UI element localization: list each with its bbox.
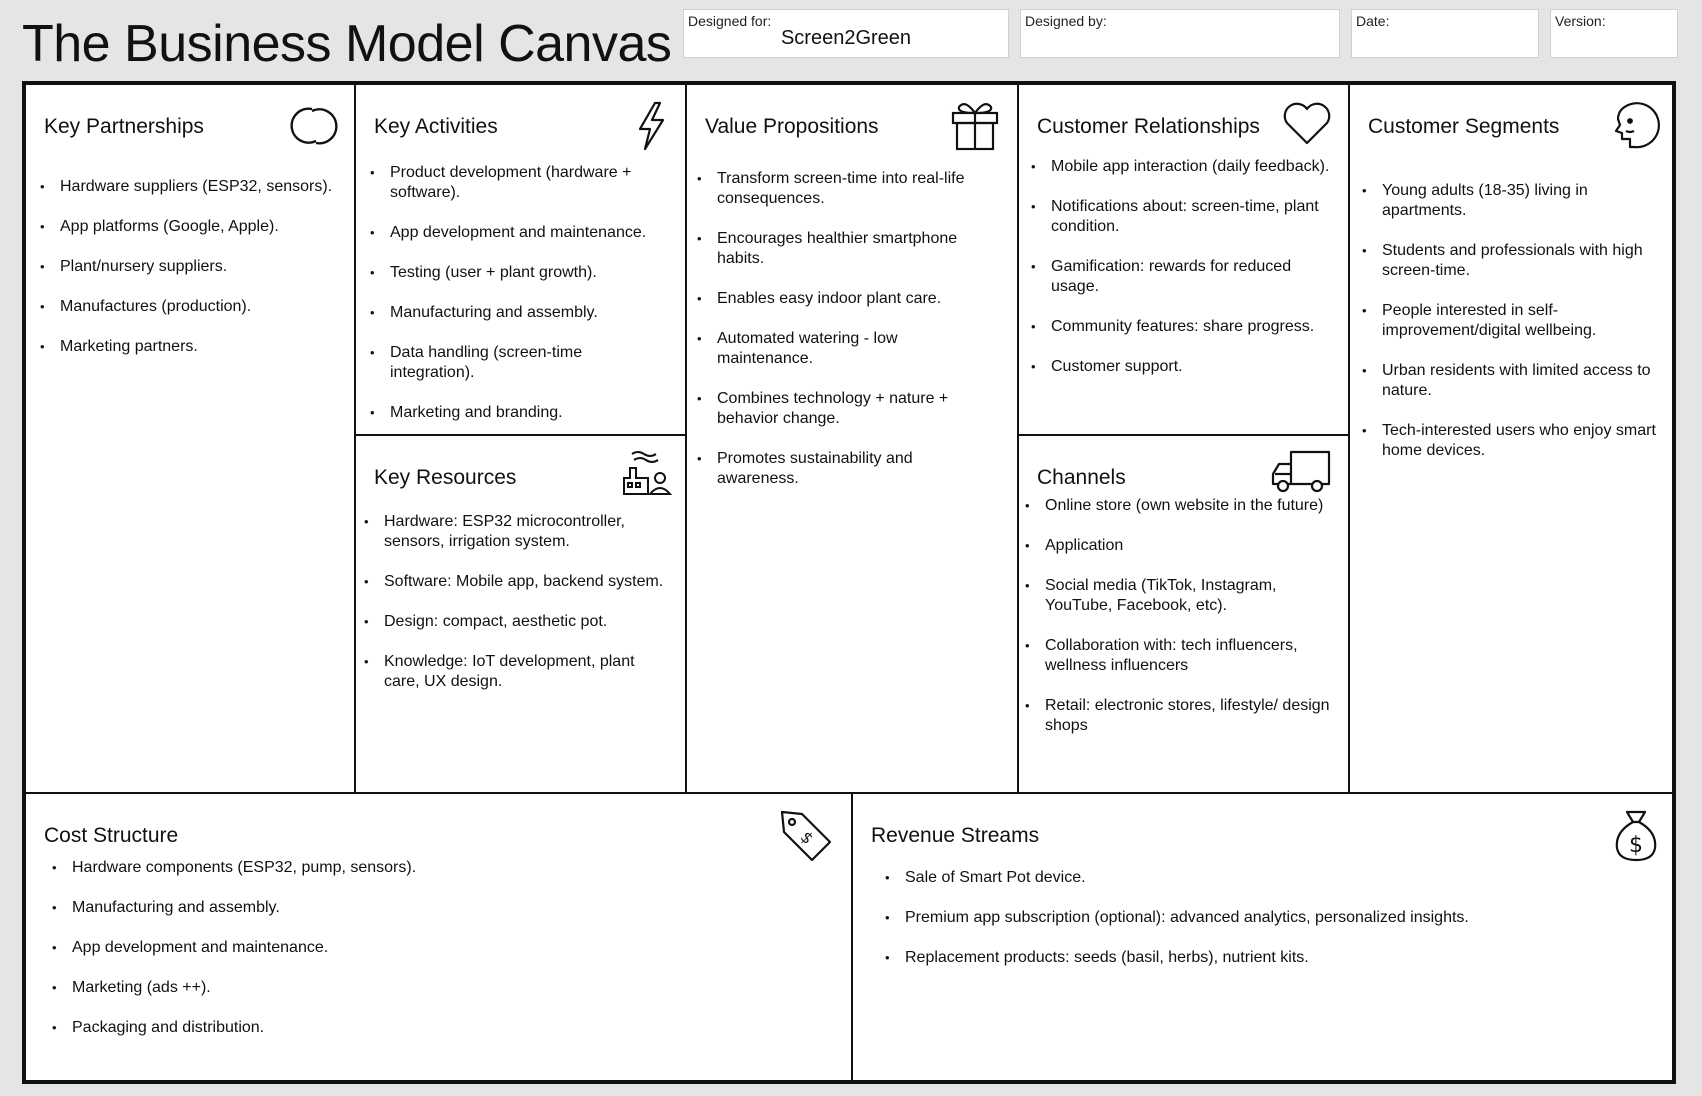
revenue-streams-block (851, 792, 1672, 1080)
price-tag-icon (778, 808, 834, 862)
list-item: • Testing (user + plant growth). (370, 263, 670, 283)
revenue-streams-title: Revenue Streams (871, 824, 1040, 847)
value-propositions-title: Value Propositions (705, 115, 879, 138)
cost-structure-list (52, 858, 652, 1058)
list-item: • Plant/nursery suppliers. (40, 257, 350, 277)
face-icon (1608, 99, 1662, 151)
list-item: • Customer support. (1031, 357, 1331, 377)
cost-structure-block (26, 792, 851, 1080)
channels-title: Channels (1037, 466, 1126, 489)
customer-segments-title: Customer Segments (1368, 115, 1560, 138)
list-item: • Software: Mobile app, backend system. (364, 572, 674, 592)
customer-relationships-title: Customer Relationships (1037, 115, 1260, 138)
lightning-icon (636, 101, 666, 151)
list-item: • Collaboration with: tech influencers, wellness influencers (1025, 636, 1330, 676)
list-item: • Product development (hardware + software). (370, 163, 670, 203)
cost-structure-title: Cost Structure (44, 824, 179, 847)
list-item: • Hardware: ESP32 microcontroller, sensors, irrigation system. (364, 512, 674, 552)
customer-segments-block (1348, 85, 1672, 792)
version-field[interactable] (1550, 9, 1678, 58)
list-item: • Community features: share progress. (1031, 317, 1331, 337)
list-item: • App platforms (Google, Apple). (40, 217, 350, 237)
page-title: The Business Model Canvas (22, 15, 672, 73)
date-field[interactable] (1351, 9, 1539, 58)
list-item: • Marketing and branding. (370, 403, 670, 423)
list-item: • Application (1025, 536, 1330, 556)
list-item: • Design: compact, aesthetic pot. (364, 612, 674, 632)
list-item: • App development and maintenance. (52, 938, 652, 958)
list-item: • Retail: electronic stores, lifestyle/ design shops (1025, 696, 1330, 736)
list-item: • Replacement products: seeds (basil, herbs), nutrient kits. (885, 948, 1645, 968)
designed-for-label: Designed for: (688, 13, 772, 29)
list-item: • Data handling (screen-time integration). (370, 343, 670, 383)
key-resources-title: Key Resources (374, 466, 517, 489)
value-propositions-block (685, 85, 1017, 792)
list-item: • Transform screen-time into real-life consequences. (697, 169, 997, 209)
list-item: • Social media (TikTok, Instagram, YouTube, Facebook, etc). (1025, 576, 1330, 616)
list-item: • Manufactures (production). (40, 297, 350, 317)
key-partnerships-title: Key Partnerships (44, 115, 204, 138)
list-item: • Mobile app interaction (daily feedback). (1031, 157, 1331, 177)
key-activities-block (354, 85, 685, 434)
channels-block (1017, 434, 1348, 792)
customer-segments-list (1362, 181, 1662, 481)
list-item: • Tech-interested users who enjoy smart home devices. (1362, 421, 1662, 461)
customer-relationships-list (1031, 157, 1331, 397)
list-item: • Enables easy indoor plant care. (697, 289, 997, 309)
list-item: • Packaging and distribution. (52, 1018, 652, 1038)
key-resources-block (354, 434, 685, 792)
list-item: • Urban residents with limited access to nature. (1362, 361, 1662, 401)
list-item: • Young adults (18-35) living in apartments. (1362, 181, 1662, 221)
svg-text:$: $ (796, 827, 818, 849)
list-item: • App development and maintenance. (370, 223, 670, 243)
list-item: • Encourages healthier smartphone habits. (697, 229, 997, 269)
value-propositions-list (697, 169, 997, 509)
list-item: • Promotes sustainability and awareness. (697, 449, 997, 489)
list-item: • Gamification: rewards for reduced usage. (1031, 257, 1331, 297)
designed-by-field[interactable] (1020, 9, 1340, 58)
key-activities-list (370, 163, 670, 443)
gift-icon (949, 97, 1001, 151)
designed-by-label: Designed by: (1025, 13, 1107, 29)
list-item: • Sale of Smart Pot device. (885, 868, 1645, 888)
customer-relationships-block (1017, 85, 1348, 434)
link-icon (288, 101, 340, 151)
key-partnerships-block (26, 85, 354, 792)
list-item: • Premium app subscription (optional): advanced analytics, personalized insights. (885, 908, 1645, 928)
list-item: • Notifications about: screen-time, plant condition. (1031, 197, 1331, 237)
list-item: • Knowledge: IoT development, plant care, UX design. (364, 652, 674, 692)
channels-list (1025, 496, 1330, 756)
list-item: • Marketing partners. (40, 337, 350, 357)
key-partnerships-list (40, 177, 350, 377)
list-item: • People interested in self-improvement/digital wellbeing. (1362, 301, 1662, 341)
list-item: • Online store (own website in the future) (1025, 496, 1330, 516)
list-item: • Hardware components (ESP32, pump, sensors). (52, 858, 652, 878)
list-item: • Manufacturing and assembly. (52, 898, 652, 918)
key-resources-list (364, 512, 674, 712)
list-item: • Automated watering - low maintenance. (697, 329, 997, 369)
date-label: Date: (1356, 13, 1390, 29)
truck-icon (1271, 450, 1333, 496)
designed-for-field[interactable] (683, 9, 1009, 58)
list-item: • Students and professionals with high screen-time. (1362, 241, 1662, 281)
list-item: • Hardware suppliers (ESP32, sensors). (40, 177, 350, 197)
business-model-canvas (22, 81, 1676, 1084)
list-item: • Marketing (ads ++). (52, 978, 652, 998)
factory-worker-icon (620, 448, 672, 498)
heart-icon (1281, 99, 1333, 147)
key-activities-title: Key Activities (374, 115, 498, 138)
list-item: • Combines technology + nature + behavior change. (697, 389, 997, 429)
svg-text:$: $ (1629, 833, 1643, 858)
list-item: • Manufacturing and assembly. (370, 303, 670, 323)
version-label: Version: (1555, 13, 1606, 29)
revenue-streams-list (885, 868, 1645, 988)
designed-for-value: Screen2Green (780, 27, 912, 49)
money-bag-icon (1613, 808, 1659, 862)
